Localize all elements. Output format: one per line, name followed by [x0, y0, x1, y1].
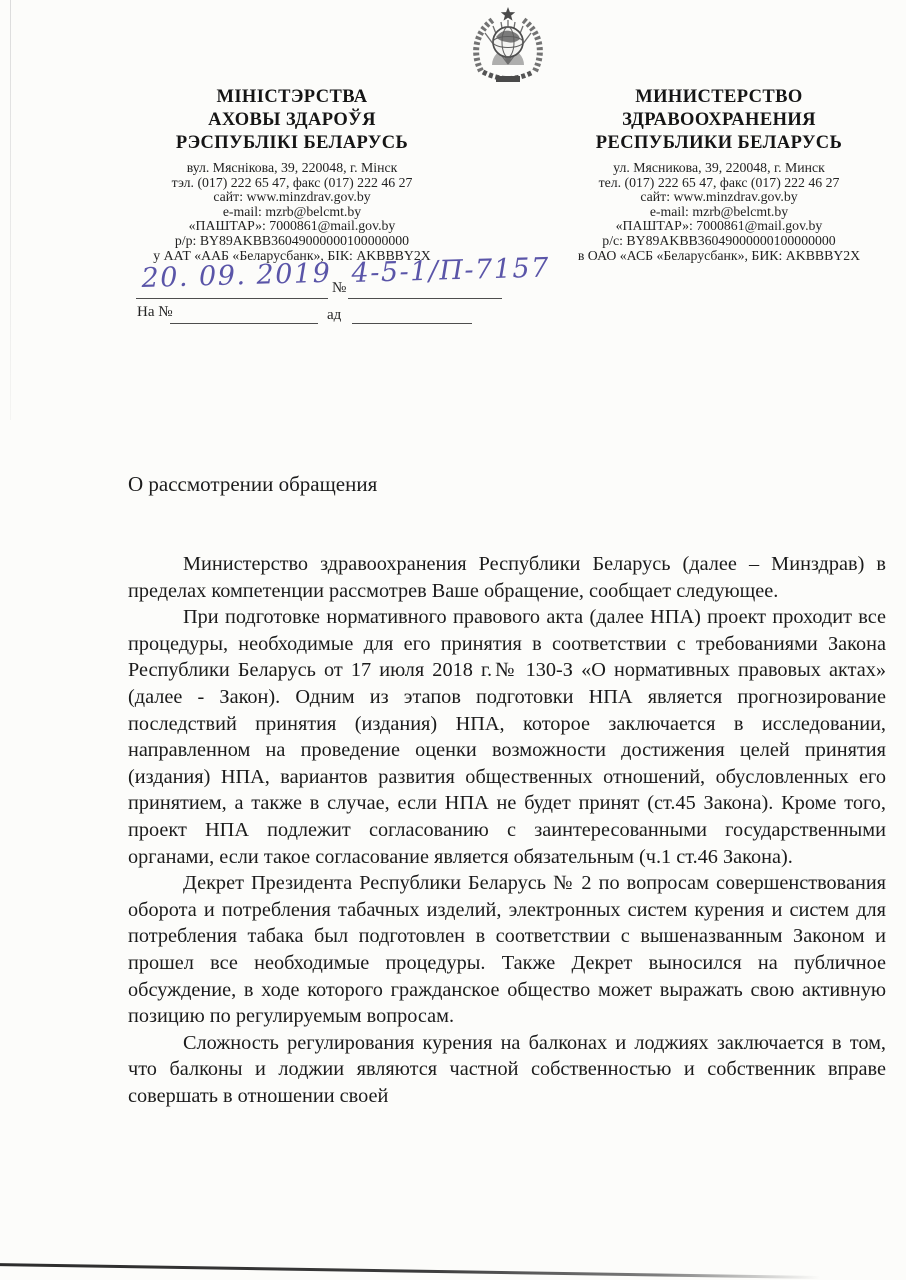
contact-line: «ПАШТАР»: 7000861@mail.gov.by [615, 218, 823, 234]
contact-line: р/р: BY89AKBB36049000000100000000 [174, 232, 410, 248]
reply-from-date-label: ад [327, 307, 342, 323]
contact-block-russian [543, 161, 895, 263]
contact-line: тэл. (017) 222 65 47, факс (017) 222 46 27 [171, 174, 413, 190]
contact-line: «ПАШТАР»: 7000861@mail.gov.by [188, 218, 396, 234]
date-underline [136, 298, 328, 299]
contact-line: у ААТ «ААБ «Беларусбанк», БІК: AKBBBY2X [153, 247, 431, 263]
contact-line: ул. Мясникова, 39, 220048, г. Минск [613, 160, 825, 175]
contact-line: в ОАО «АСБ «Беларусбанк», БИК: AKBBBY2X [577, 247, 861, 263]
contact-line: сайт: www.minzdrav.gov.by [640, 189, 798, 205]
reply-number-underline [170, 323, 318, 324]
contact-block-belarusian [116, 161, 468, 263]
letter-body [128, 551, 886, 1109]
title-line: АХОВЫ ЗДАРОЎЯ [208, 110, 376, 130]
belarus-coat-of-arms-icon [466, 6, 550, 86]
body-paragraph: Министерство здравоохранения Республики Беларусь (далее – Минздрав) в пределах компетенции рассмотрев Ваше обращение, сообщает следующее. [128, 553, 886, 602]
letter-subject: О рассмотрении обращения [128, 472, 378, 496]
contact-line: e-mail: mzrb@belcmt.by [649, 203, 789, 219]
title-line: ЗДРАВООХРАНЕНИЯ [622, 110, 816, 130]
reply-to-number-label: На № [137, 304, 173, 320]
body-paragraph: При подготовке нормативного правового акта (далее НПА) проект проходит все процедуры, необходимые для его принятия в соответствии с требованиями Закона Республики Беларусь от 17 июля 2018 г.№ 130-З «О нормативных правовых актах» (далее - Закон). Одним из этапов подготовки НПА является прогнозирование последствий принятия (издания) НПА, которое заключается в исследовании, направленном на проведение оценки возможности достижения целей принятия (издания) НПА, вариантов развития общественных отношений, обусловленных его принятием, а также в случае, если НПА не будет принят (ст.45 Закона). Кроме того, проект НПА подлежит согласованию с заинтересованными государственными органами, если такое согласование является обязательным (ч.1 ст.46 Закона). [128, 606, 886, 868]
reply-date-underline [352, 323, 472, 324]
contact-line: e-mail: mzrb@belcmt.by [222, 203, 362, 219]
contact-line: вул. Мяснікова, 39, 220048, г. Мінск [186, 160, 398, 175]
scan-paper-edge-line [0, 1263, 846, 1279]
title-line: МИНИСТЕРСТВО [635, 87, 803, 107]
title-line: РЭСПУБЛІКІ БЕЛАРУСЬ [175, 133, 409, 153]
contact-line: р/с: BY89AKBB36049000000100000000 [602, 232, 836, 248]
ministry-title-belarusian [116, 86, 468, 155]
scan-edge-shadow [10, 0, 11, 420]
body-paragraph: Сложность регулирования курения на балконах и лоджиях заключается в том, что балконы и лоджии являются частной собственностью и собственник вправе совершать в отношении своей [128, 1031, 886, 1107]
title-line: РЕСПУБЛИКИ БЕЛАРУСЬ [595, 133, 843, 153]
handwritten-outgoing-number: 4-5-1/П-7157 [351, 252, 551, 289]
number-underline [348, 298, 502, 299]
handwritten-date: 20. 09. 2019 [141, 257, 332, 294]
contact-line: тел. (017) 222 65 47, факс (017) 222 46 27 [598, 174, 840, 190]
number-sign-label: № [332, 280, 347, 296]
contact-line: сайт: www.minzdrav.gov.by [213, 189, 371, 205]
title-line: МІНІСТЭРСТВА [216, 87, 368, 107]
ministry-title-russian [543, 86, 895, 155]
body-paragraph: Декрет Президента Республики Беларусь № 2 по вопросам совершенствования оборота и потребления табачных изделий, электронных систем курения и систем для потребления табака был подготовлен в соответствии с вышеназванным Законом и прошел все необходимые процедуры. Также Декрет выносился на публичное обсуждение, в ходе которого гражданское общество может выражать свою активную позицию по регулируемым вопросам. [128, 872, 886, 1028]
